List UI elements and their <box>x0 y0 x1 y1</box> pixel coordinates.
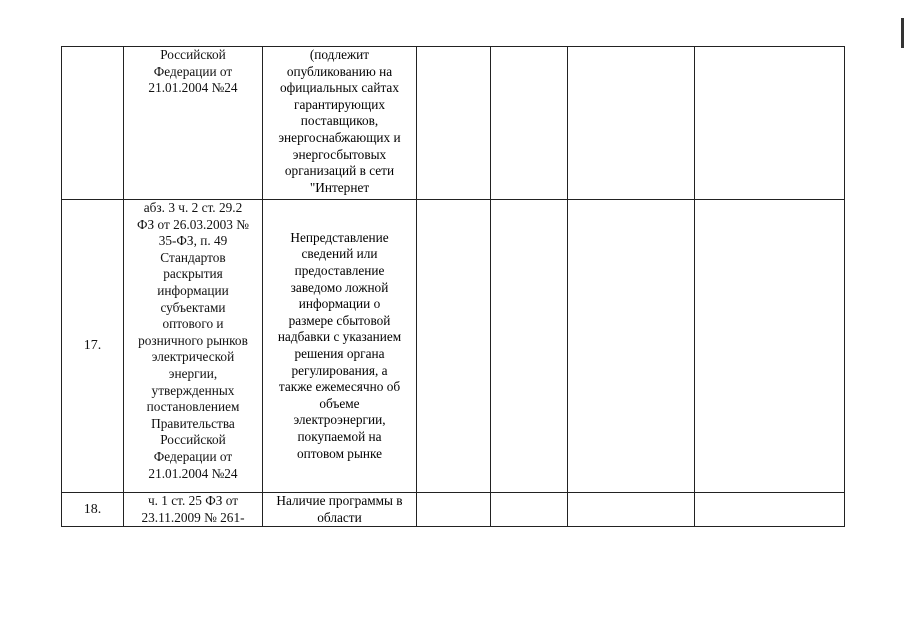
legal-norm-line: 21.01.2004 №24 <box>148 465 238 481</box>
requirement-description-line: опубликованию на <box>286 63 393 79</box>
requirement-description-line: официальных сайтах <box>280 80 399 96</box>
empty-cell <box>568 47 695 200</box>
row-number-cell <box>62 493 124 527</box>
requirement-description-cell <box>263 47 417 200</box>
empty-cell <box>491 200 568 493</box>
requirement-description-cell <box>263 493 417 527</box>
empty-cell <box>695 200 845 493</box>
requirement-description-line: также ежемесячно об <box>278 379 401 395</box>
legal-norm-line: Федерации от <box>153 63 233 79</box>
legal-norm-line: розничного рынков <box>138 332 248 348</box>
requirement-description-line: решения органа <box>294 346 385 361</box>
legal-norm-line: 35-ФЗ, п. 49 <box>158 233 228 249</box>
legal-norm-line: Российской <box>160 432 226 448</box>
legal-norm-line: утвержденных <box>151 382 235 398</box>
empty-cell <box>695 47 845 200</box>
empty-cell <box>491 493 568 527</box>
requirement-description-line: гарантирующих <box>293 96 385 112</box>
empty-cell <box>417 493 491 527</box>
requirement-description-cell <box>263 200 417 493</box>
requirement-description-line: оптовом рынке <box>296 445 383 461</box>
requirement-description-line: предоставление <box>294 263 385 279</box>
requirement-description-line: информации о <box>298 296 381 312</box>
requirement-description-line: поставщиков, <box>300 113 379 129</box>
requirement-description-line: покупаемой на <box>297 428 382 444</box>
legal-norm-line: абз. 3 ч. 2 ст. 29.2 <box>143 200 243 215</box>
requirement-description-line: Наличие программы в <box>276 493 403 508</box>
requirement-description-line: электроэнергии, <box>293 412 386 428</box>
requirement-description-line: (подлежит <box>309 47 370 62</box>
empty-cell <box>491 47 568 200</box>
table-row <box>62 493 845 527</box>
legal-norm-line: Правительства <box>151 415 235 431</box>
legal-norm-line: Федерации от <box>153 448 233 464</box>
requirement-description-line: сведений или <box>301 246 378 262</box>
requirement-description-line: заведомо ложной <box>290 279 389 295</box>
table-row <box>62 47 845 200</box>
empty-cell <box>568 493 695 527</box>
requirements-table <box>61 46 845 527</box>
row-number-cell <box>62 47 124 200</box>
legal-norm-cell <box>124 47 263 200</box>
table-row <box>62 200 845 493</box>
requirement-description-line: области <box>317 509 362 525</box>
requirement-description-line: регулирования, а <box>291 362 388 378</box>
empty-cell <box>417 47 491 200</box>
legal-norm-cell <box>124 493 263 527</box>
legal-norm-line: электрической <box>151 349 235 365</box>
row-number: 18. <box>83 501 102 517</box>
requirement-description-line: организаций в сети <box>284 163 395 179</box>
legal-norm-line: раскрытия <box>163 266 223 282</box>
row-number-cell <box>62 200 124 493</box>
legal-norm-line: постановлением <box>146 399 240 415</box>
requirement-description-line: "Интернет <box>309 179 370 195</box>
requirement-description-line: энергоснабжающих и <box>278 129 401 145</box>
legal-norm-line: Российской <box>160 47 226 62</box>
requirement-description-line: Непредставление <box>290 229 389 245</box>
legal-norm-line: 23.11.2009 № 261- <box>141 509 245 525</box>
legal-norm-line: энергии, <box>168 365 218 381</box>
legal-norm-line: Стандартов <box>160 249 226 265</box>
empty-cell <box>695 493 845 527</box>
requirement-description-line: объеме <box>319 395 360 411</box>
empty-cell <box>417 200 491 493</box>
legal-norm-cell <box>124 200 263 493</box>
legal-norm-line: оптового и <box>162 316 224 332</box>
legal-norm-line: 21.01.2004 №24 <box>148 80 238 96</box>
empty-cell <box>568 200 695 493</box>
requirement-description-line: размере сбытовой <box>288 312 391 328</box>
legal-norm-line: ч. 1 ст. 25 ФЗ от <box>147 493 239 508</box>
legal-norm-line: субъектами <box>160 299 226 315</box>
requirement-description-line: энергосбытовых <box>292 146 387 162</box>
requirement-description-line: надбавки с указанием <box>277 329 402 345</box>
legal-norm-line: ФЗ от 26.03.2003 № <box>137 216 249 232</box>
row-number: 17. <box>83 338 102 354</box>
legal-norm-line: информации <box>157 282 229 298</box>
